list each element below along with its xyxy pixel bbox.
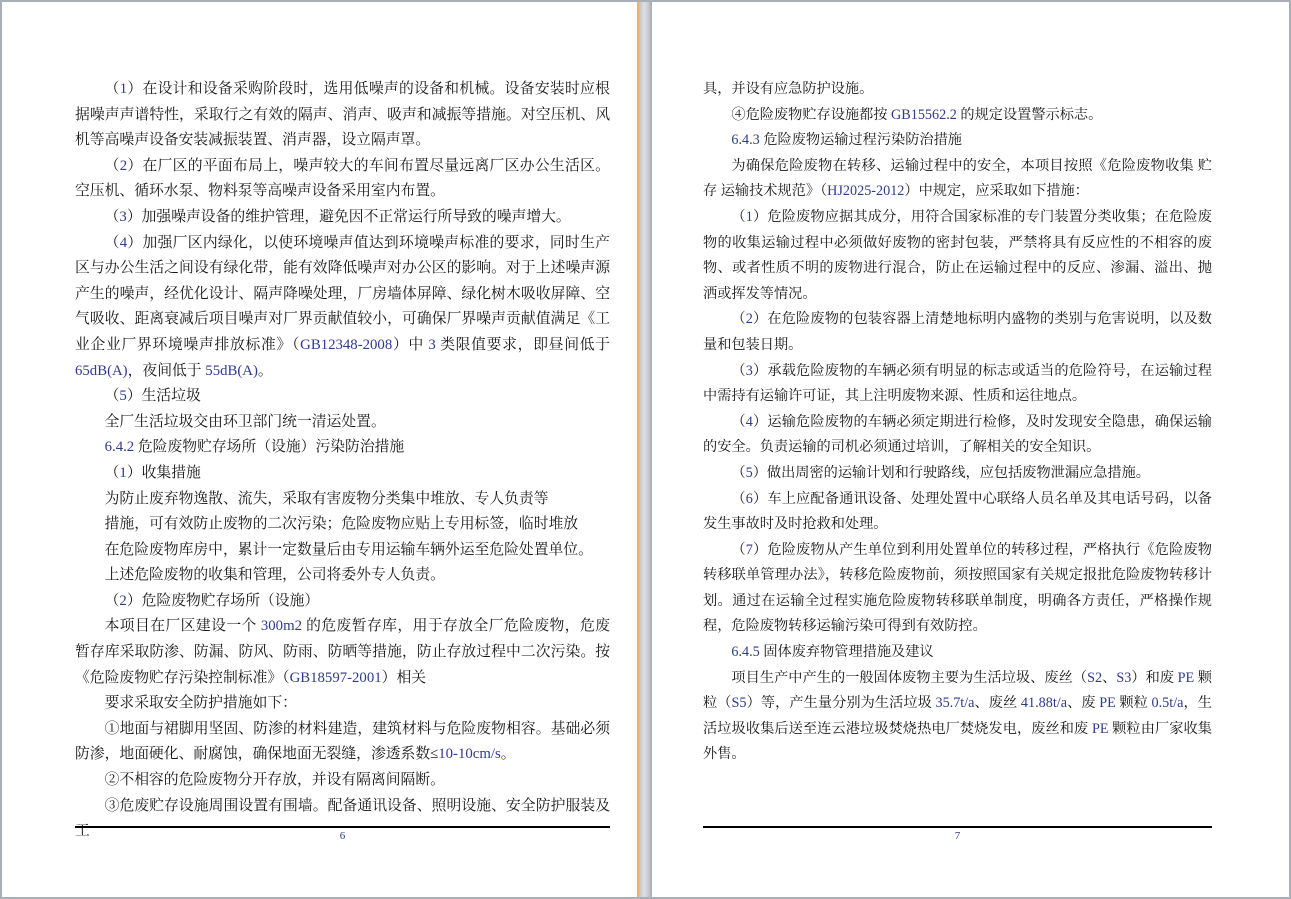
page-footer xyxy=(75,826,610,843)
page-content xyxy=(75,77,610,845)
paragraph: 上述危险废物的收集和管理，公司将委外专人负责。 xyxy=(104,567,445,584)
paragraph: （2）危险废物贮存场所（设施） xyxy=(104,592,320,609)
paragraph: （7）危险废物从产生单位到利用处置单位的转移过程，严格执行《危险废物转移联单管理办法》，转移危险废物前，须按照国家有关规定报批危险废物转移计划。通过在运输全过程实施危险废物转移联单制度，明确各方责任，严格操作规程，危险废物转移运输污染可得到有效防控。 xyxy=(703,541,1212,635)
paragraph: ②不相容的危险废物分开存放，并设有隔离间隔断。 xyxy=(104,772,445,789)
paragraph: （3）加强噪声设备的维护管理，避免因不正常运行所导致的噪声增大。 xyxy=(104,208,571,225)
paragraph: ④危险废物贮存设施都按 GB15562.2 的规定设置警示标志。 xyxy=(731,106,1103,123)
paragraph: 为防止废弃物逸散、流失，采取有害废物分类集中堆放、专人负责等 xyxy=(104,490,549,507)
paragraph: 为确保危险废物在转移、运输过程中的安全，本项目按照《危险废物收集 贮存 运输技术规范》（HJ2025-2012）中规定，应采取如下措施： xyxy=(703,157,1212,200)
paragraph: （1）收集措施 xyxy=(104,464,201,481)
paragraph: （1）危险废物应据其成分，用符合国家标准的专门装置分类收集；在危险废物的收集运输过程中必须做好废物的密封包装，严禁将具有反应性的不相容的废物、或者性质不明的废物进行混合，防止在运输过程中的反应、渗漏、溢出、抛洒或挥发等情况。 xyxy=(703,208,1212,302)
paragraph: 6.4.2 危险废物贮存场所（设施）污染防治措施 xyxy=(104,439,405,456)
page-number: 6 xyxy=(339,830,346,842)
paragraph: 措施，可有效防止废物的二次污染；危险废物应贴上专用标签，临时堆放 xyxy=(104,516,579,533)
paragraph: 本项目在厂区建设一个 300m2 的危废暂存库，用于存放全厂危险废物，危废暂存库采取防渗、防漏、防风、防雨、防晒等措施，防止存放过程中二次污染。按《危险废物贮存污染控制标准》（GB18597-2001）相关 xyxy=(75,618,611,686)
footer-rule xyxy=(75,826,610,828)
paragraph: （2）在危险废物的包装容器上清楚地标明内盛物的类别与危害说明，以及数量和包装日期。 xyxy=(703,311,1212,353)
paragraph: 要求采取安全防护措施如下： xyxy=(104,695,297,712)
footer-rule xyxy=(703,826,1212,828)
paragraph: （4）加强厂区内绿化，以使环境噪声值达到环境噪声标准的要求，同时生产区与办公生活之间设有绿化带，能有效降低噪声对办公区的影响。对于上述噪声源产生的噪声，经优化设计、隔声降噪处理，厂房墙体屏障、绿化树木吸收屏障、空气吸收、距离衰减后项目噪声对厂界贡献值较小，可确保厂界噪声贡献值满足《工业企业厂界环境噪声排放标准》（GB12348-2008）中 3 类限值要求，即昼间低于 65dB(A)，夜间低于 55dB(A)。 xyxy=(75,234,611,379)
paragraph: （4）运输危险废物的车辆必须定期进行检修，及时发现安全隐患，确保运输的安全。负责运输的司机必须通过培训，了解相关的安全知识。 xyxy=(703,413,1212,456)
paragraph: （5）做出周密的运输计划和行驶路线，应包括废物泄漏应急措施。 xyxy=(731,464,1150,481)
paragraph: 全厂生活垃圾交由环卫部门统一清运处置。 xyxy=(104,413,386,430)
paragraph: 具，并设有应急防护设施。 xyxy=(703,81,874,97)
paragraph: （1）在设计和设备采购阶段时，选用低噪声的设备和机械。设备安装时应根据噪声声谱特性，采取行之有效的隔声、消声、吸声和减振等措施。对空压机、风机等高噪声设备安装减振装置、消声器，设立隔声罩。 xyxy=(75,81,610,149)
paragraph: 在危险废物库房中，累计一定数量后由专用运输车辆外运至危险处置单位。 xyxy=(104,541,593,558)
page-number: 7 xyxy=(954,830,961,842)
paragraph: 6.4.5 固体废弃物管理措施及建议 xyxy=(731,644,934,661)
paragraph: （2）在厂区的平面布局上，噪声较大的车间布置尽量远离厂区办公生活区。空压机、循环水泵、物料泵等高噪声设备采用室内布置。 xyxy=(75,157,610,200)
paragraph: （6）车上应配备通讯设备、处理处置中心联络人员名单及其电话号码，以备发生事故时及时抢救和处理。 xyxy=(703,490,1212,533)
paragraph: ①地面与裙脚用坚固、防渗的材料建造，建筑材料与危险废物相容。基础必须防渗，地面硬化、耐腐蚀，确保地面无裂缝，渗透系数≤10-10cm/s。 xyxy=(75,720,610,763)
page-footer xyxy=(703,826,1212,843)
paragraph: 项目生产中产生的一般固体废物主要为生活垃圾、废丝（S2、S3）和废 PE 颗粒（S5）等，产生量分别为生活垃圾 35.7t/a、废丝 41.88t/a、废 PE 颗粒 0.5t/a，生活垃圾收集后送至连云港垃圾焚烧热电厂焚烧发电，废丝和废 PE 颗粒由厂家收集外售。 xyxy=(703,669,1212,763)
document-page-right xyxy=(652,2,1289,897)
paragraph: （5）生活垃圾 xyxy=(104,388,201,405)
paragraph: ③危废贮存设施周围设置有围墙。配备通讯设备、照明设施、安全防护服装及工 xyxy=(75,797,610,840)
paragraph: （3）承载危险废物的车辆必须有明显的标志或适当的危险符号，在运输过程中需持有运输许可证，其上注明废物来源、性质和运往地点。 xyxy=(703,362,1212,405)
document-page-left xyxy=(2,2,637,897)
paragraph: 6.4.3 危险废物运输过程污染防治措施 xyxy=(731,132,962,149)
page-gap-shadow xyxy=(637,2,652,897)
page-content xyxy=(703,77,1212,768)
